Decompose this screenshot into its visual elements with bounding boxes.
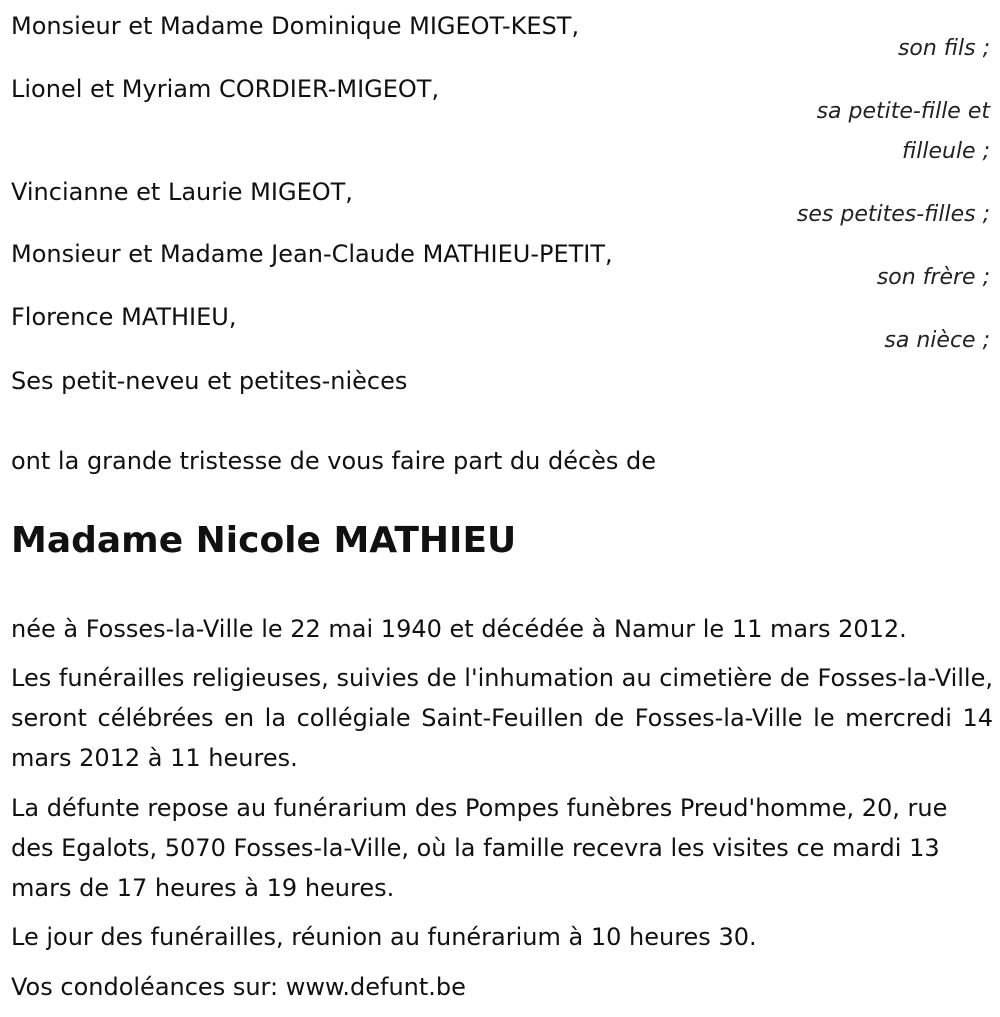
family-member-name: Monsieur et Madame Dominique MIGEOT-KEST, <box>11 12 580 40</box>
family-member-relation: sa petite-fille et filleule ; <box>816 99 990 164</box>
meeting-paragraph: Le jour des funérailles, réunion au funérarium à 10 heures 30. <box>11 923 757 951</box>
family-member-name: Vincianne et Laurie MIGEOT, <box>11 178 353 206</box>
family-member-name: Monsieur et Madame Jean-Claude MATHIEU-PETIT, <box>11 240 613 268</box>
visitation-paragraph: La défunte repose au funérarium des Pompes funèbres Preud'homme, 20, rue des Egalots, 5070 Fosses-la-Ville, où la famille recevra les visites ce mardi 13 mars de 17 heures à 19 heures. <box>11 794 948 902</box>
deceased-name: Madame Nicole MATHIEU <box>11 520 517 561</box>
family-member-relation: ses petites-filles ; <box>796 202 990 227</box>
family-member-name: Lionel et Myriam CORDIER-MIGEOT, <box>11 75 440 103</box>
condolences-paragraph: Vos condoléances sur: www.defunt.be <box>11 973 466 1001</box>
family-member-relation: son fils ; <box>897 36 990 61</box>
birth-death-paragraph: née à Fosses-la-Ville le 22 mai 1940 et décédée à Namur le 11 mars 2012. <box>11 615 907 643</box>
family-member-name: Ses petit-neveu et petites-nièces <box>11 367 408 395</box>
family-member-relation: son frère ; <box>876 265 990 290</box>
funeral-paragraph: Les funérailles religieuses, suivies de l'inhumation au cimetière de Fosses-la-Ville, seront célébrées en la collégiale Saint-Feuillen de Fosses-la-Ville le mercredi 14 mars 2012 à 11 heures. <box>11 664 993 772</box>
family-member-relation: sa nièce ; <box>884 328 990 353</box>
family-member-name: Florence MATHIEU, <box>11 303 237 331</box>
announcement-text: ont la grande tristesse de vous faire part du décès de <box>11 447 657 475</box>
